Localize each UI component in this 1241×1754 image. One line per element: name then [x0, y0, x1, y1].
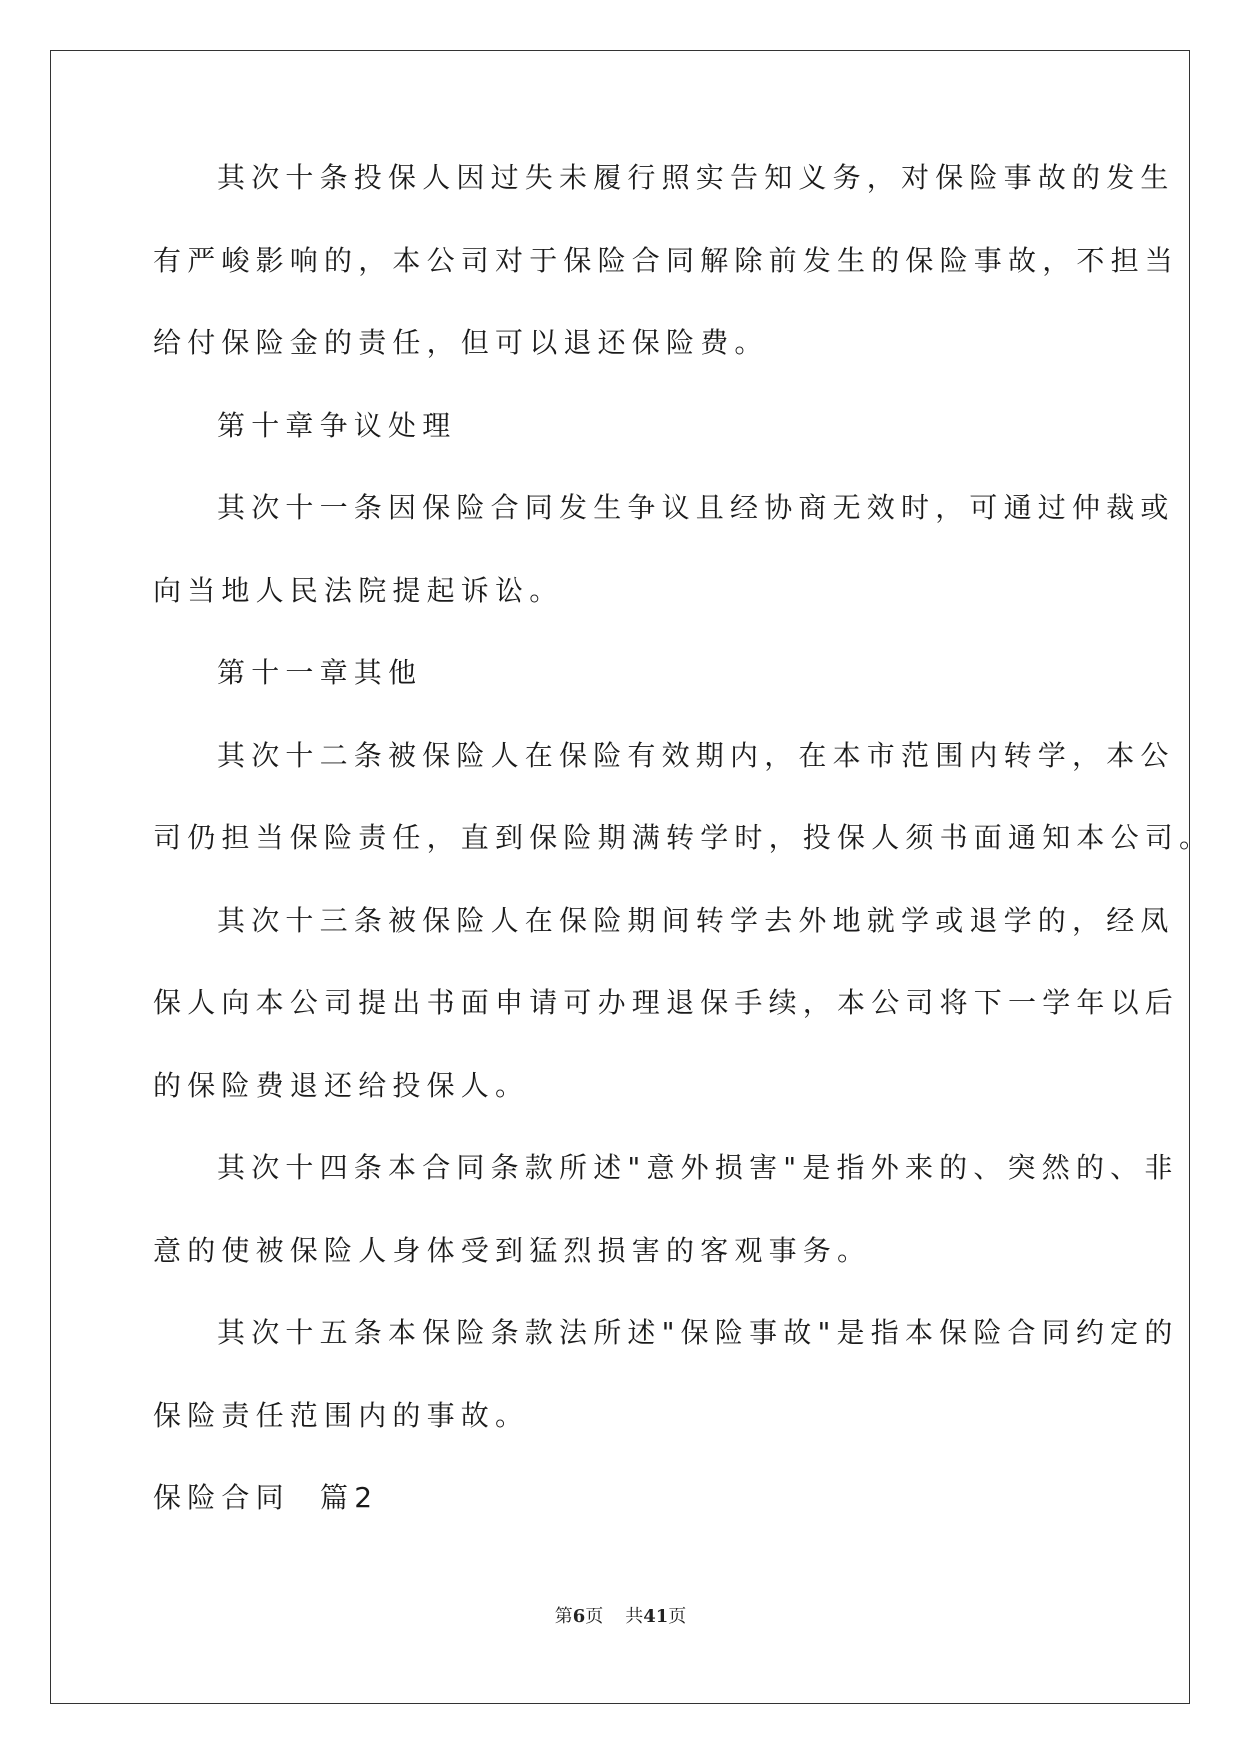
paragraph-article-21-line-2: 向当地人民法院提起诉讼。: [153, 573, 564, 607]
footer-page-number: 6: [572, 1606, 586, 1627]
footer-page-suffix: 页: [585, 1606, 604, 1627]
paragraph-article-22-line-1: 其次十二条被保险人在保险有效期内，在本市范围内转学，本公: [217, 738, 1175, 772]
footer-total-suffix: 页: [668, 1606, 687, 1627]
paragraph-article-20-line-1: 其次十条投保人因过失未履行照实告知义务，对保险事故的发生: [217, 161, 1175, 194]
paragraph-article-24-line-2: 意的使被保险人身体受到猛烈损害的客观事务。: [153, 1233, 872, 1267]
paragraph-article-20-line-3: 给付保险金的责任，但可以退还保险费。: [153, 326, 769, 359]
footer-total-pages: 41: [643, 1606, 669, 1627]
paragraph-article-21-line-1: 其次十一条因保险合同发生争议且经协商无效时，可通过仲裁或: [217, 491, 1175, 524]
section-heading-contract-2: 保险合同 篇2: [153, 1481, 379, 1514]
paragraph-article-20-line-2: 有严峻影响的，本公司对于保险合同解除前发生的保险事故，不担当: [153, 243, 1180, 277]
page-footer: [0, 1602, 1241, 1628]
document-body: [153, 160, 1214, 1563]
paragraph-article-23-line-2: 保人向本公司提出书面申请可办理退保手续，本公司将下一学年以后: [153, 986, 1180, 1019]
footer-page-prefix: 第: [554, 1606, 573, 1627]
paragraph-article-25-line-2: 保险责任范围内的事故。: [153, 1398, 530, 1432]
paragraph-article-22-line-2: 司仍担当保险责任，直到保险期满转学时，投保人须书面通知本公司。: [153, 821, 1214, 854]
paragraph-article-24-line-1: 其次十四条本合同条款所述"意外损害"是指外来的、突然的、非: [217, 1151, 1179, 1184]
chapter-11-heading: 第十一章其他: [217, 656, 423, 689]
paragraph-article-23-line-1: 其次十三条被保险人在保险期间转学去外地就学或退学的，经凤: [217, 903, 1175, 937]
paragraph-article-25-line-1: 其次十五条本保险条款法所述"保险事故"是指本保险合同约定的: [217, 1316, 1179, 1349]
footer-total-prefix: 共: [625, 1606, 644, 1627]
paragraph-article-23-line-3: 的保险费退还给投保人。: [153, 1068, 530, 1102]
chapter-10-heading: 第十章争议处理: [217, 408, 457, 442]
